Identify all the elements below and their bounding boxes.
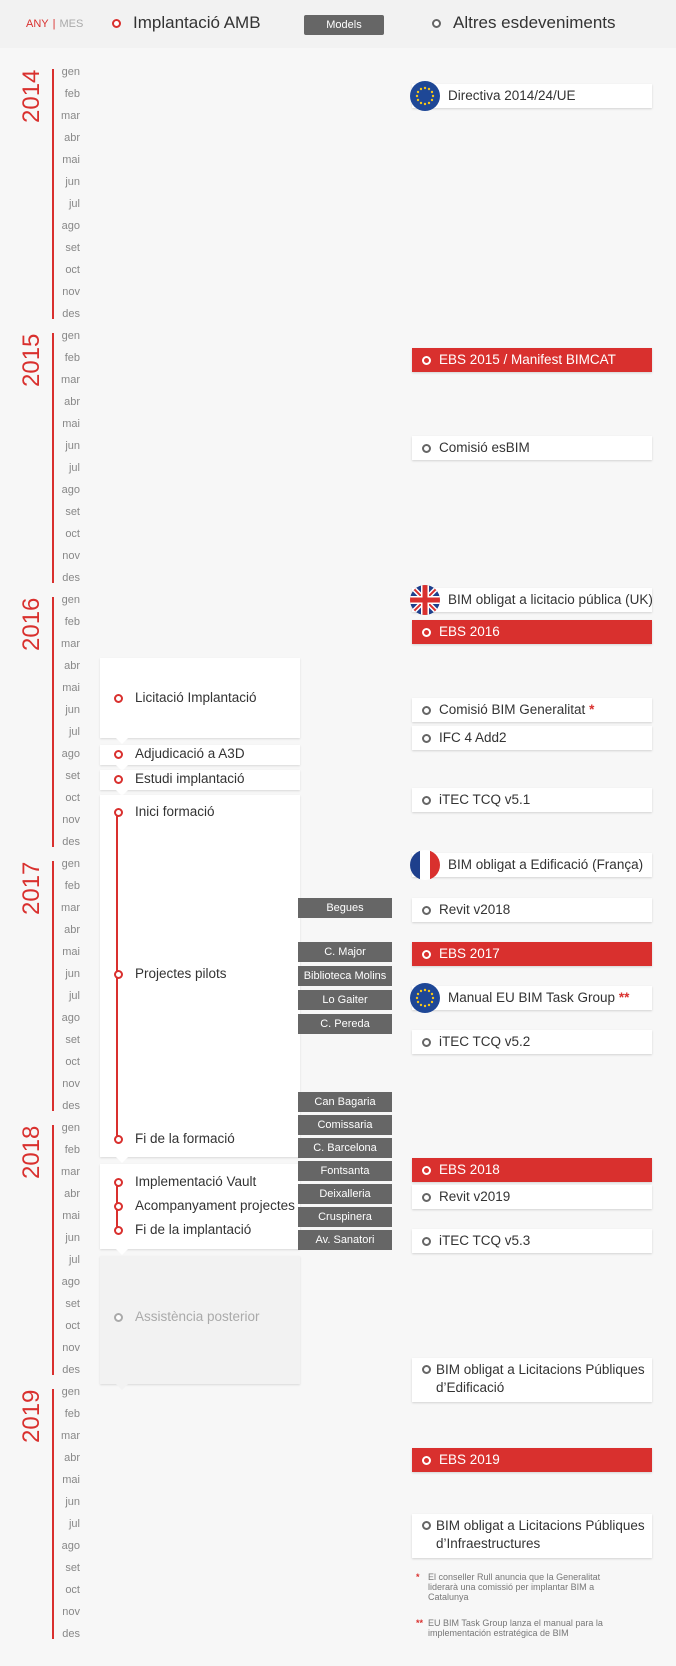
amb-column-title: [112, 13, 261, 33]
ring-icon: [114, 1178, 123, 1187]
uk-flag-icon: [410, 585, 440, 615]
amb-item-projectes-pilots[interactable]: [114, 966, 227, 981]
ring-icon: [422, 1365, 431, 1374]
month-label: nov: [62, 550, 80, 562]
month-label: des: [62, 1364, 80, 1376]
amb-item-label: Fi de la formació: [135, 1131, 235, 1146]
event-label: IFC 4 Add2: [439, 730, 507, 745]
footnote-2: [416, 1618, 628, 1638]
eu-flag-icon: [410, 983, 440, 1013]
event-directiva[interactable]: [412, 84, 652, 108]
month-label: jul: [68, 726, 80, 738]
month-label: ago: [61, 484, 80, 496]
ring-icon: [422, 1456, 431, 1465]
amb-item-label: Adjudicació a A3D: [135, 746, 245, 761]
month-label: mar: [61, 374, 80, 386]
model-tag[interactable]: Fontsanta: [298, 1161, 392, 1181]
year-label: 2019: [18, 1389, 45, 1443]
year-label: 2016: [18, 597, 45, 651]
event-label: BIM obligat a licitacio pública (UK): [448, 592, 653, 607]
month-label: abr: [64, 660, 80, 672]
footnote-marker: **: [416, 1618, 424, 1628]
amb-item-label: Fi de la implantació: [135, 1222, 252, 1237]
event-esbim[interactable]: [412, 436, 652, 460]
month-label: oct: [65, 1056, 80, 1068]
month-label: jun: [65, 1232, 80, 1244]
ring-icon: [112, 19, 121, 28]
event-label: iTEC TCQ v5.3: [439, 1233, 531, 1248]
event-label: Comisió esBIM: [439, 440, 530, 455]
month-label: abr: [64, 396, 80, 408]
month-label: mar: [61, 110, 80, 122]
eu-flag-icon: [410, 81, 440, 111]
footnote-marker: *: [589, 702, 595, 717]
month-label: mar: [61, 638, 80, 650]
month-label: jun: [65, 968, 80, 980]
month-label: jun: [65, 440, 80, 452]
month-label: feb: [64, 1144, 80, 1156]
month-label: oct: [65, 264, 80, 276]
models-column-title: Models: [304, 15, 384, 35]
event-label: EBS 2017: [439, 946, 500, 961]
ring-icon: [422, 1193, 431, 1202]
month-label: jul: [68, 1518, 80, 1530]
ring-icon: [422, 356, 431, 365]
event-itec51[interactable]: [412, 788, 652, 812]
event-label: Comisió BIM Generalitat: [439, 702, 586, 717]
model-tag[interactable]: Can Bagaria: [298, 1092, 392, 1112]
ring-icon: [114, 1135, 123, 1144]
event-label: Manual EU BIM Task Group: [448, 990, 616, 1005]
event-revit2019[interactable]: [412, 1185, 652, 1209]
month-label: mar: [61, 1166, 80, 1178]
month-label: des: [62, 572, 80, 584]
model-tag[interactable]: C. Barcelona: [298, 1138, 392, 1158]
amb-item-licitacio[interactable]: [114, 690, 257, 705]
footnote-1: [416, 1572, 628, 1602]
month-label: mai: [62, 1210, 80, 1222]
month-label: jul: [68, 198, 80, 210]
month-label: abr: [64, 1452, 80, 1464]
month-label: nov: [62, 286, 80, 298]
ring-icon: [114, 694, 123, 703]
ring-icon: [422, 1521, 431, 1530]
month-label: ago: [61, 1276, 80, 1288]
event-label: Revit v2018: [439, 902, 511, 917]
amb-item-fi-implantacio[interactable]: [114, 1222, 251, 1237]
event-ifc[interactable]: [412, 726, 652, 750]
month-label: set: [65, 770, 80, 782]
model-tag[interactable]: Deixalleria: [298, 1184, 392, 1204]
ring-icon: [114, 1202, 123, 1211]
ring-icon: [432, 19, 441, 28]
footnote-marker: *: [416, 1572, 420, 1582]
month-label: jun: [65, 1496, 80, 1508]
year-label: 2014: [18, 69, 45, 123]
month-label: gen: [61, 330, 80, 342]
year-label: 2015: [18, 333, 45, 387]
month-label: abr: [64, 924, 80, 936]
ring-icon: [114, 750, 123, 759]
month-label: jun: [65, 176, 80, 188]
event-itec52[interactable]: [412, 1030, 652, 1054]
event-label: EBS 2015 / Manifest BIMCAT: [439, 352, 616, 367]
event-label: BIM obligat a Licitacions Públiques d’Infraestructures: [436, 1518, 645, 1551]
altres-column-title: [432, 13, 616, 33]
amb-item-inici-formacio[interactable]: [114, 804, 215, 819]
model-tag[interactable]: Comissaria: [298, 1115, 392, 1135]
event-ebs2019[interactable]: [412, 1448, 652, 1472]
amb-item-label: Inici formació: [135, 804, 215, 819]
ring-icon: [422, 796, 431, 805]
year-line: [52, 597, 54, 847]
month-label: gen: [61, 1386, 80, 1398]
month-label: ago: [61, 220, 80, 232]
model-tag[interactable]: C. Pereda: [298, 1014, 392, 1034]
year-line: [52, 861, 54, 1111]
month-label: gen: [61, 858, 80, 870]
toggle-separator: |: [52, 18, 56, 30]
month-label: nov: [62, 1078, 80, 1090]
event-label: EBS 2019: [439, 1452, 500, 1467]
month-label: feb: [64, 1408, 80, 1420]
ring-icon: [422, 444, 431, 453]
month-label: feb: [64, 616, 80, 628]
month-label: jun: [65, 704, 80, 716]
month-label: mai: [62, 946, 80, 958]
month-label: nov: [62, 1342, 80, 1354]
year-line: [52, 333, 54, 583]
month-label: set: [65, 242, 80, 254]
month-label: set: [65, 506, 80, 518]
amb-item-acompanyament[interactable]: [114, 1198, 295, 1213]
month-label: mar: [61, 1430, 80, 1442]
month-label: ago: [61, 1012, 80, 1024]
month-label: des: [62, 308, 80, 320]
month-label: feb: [64, 88, 80, 100]
month-label: mai: [62, 1474, 80, 1486]
model-tag[interactable]: Cruspinera: [298, 1207, 392, 1227]
year-label: 2017: [18, 861, 45, 915]
month-label: oct: [65, 528, 80, 540]
month-label: oct: [65, 792, 80, 804]
event-ebs2015[interactable]: [412, 348, 652, 372]
month-label: des: [62, 1628, 80, 1640]
event-ebs2016[interactable]: [412, 620, 652, 644]
event-manual-eu[interactable]: [412, 986, 652, 1010]
month-label: mai: [62, 154, 80, 166]
footnote-text: EU BIM Task Group lanza el manual para la implementación estratégica de BIM: [428, 1618, 603, 1638]
model-tag[interactable]: Lo Gaiter: [298, 990, 392, 1010]
month-label: gen: [61, 1122, 80, 1134]
month-label: gen: [61, 594, 80, 606]
event-label: Revit v2019: [439, 1189, 511, 1204]
month-label: nov: [62, 814, 80, 826]
year-line: [52, 1389, 54, 1639]
month-label: jul: [68, 462, 80, 474]
amb-item-vault[interactable]: [114, 1174, 256, 1189]
ring-icon: [114, 775, 123, 784]
event-label: BIM obligat a Edificació (França): [448, 857, 644, 872]
ring-icon: [422, 906, 431, 915]
year-label: 2018: [18, 1125, 45, 1179]
event-revit2018[interactable]: [412, 898, 652, 922]
month-label: feb: [64, 880, 80, 892]
month-label: feb: [64, 352, 80, 364]
footnote-text: El conseller Rull anuncia que la Generalitat liderarà una comissió per implantar BIM a Catalunya: [428, 1572, 601, 1602]
event-label: EBS 2018: [439, 1162, 500, 1177]
toggle-any[interactable]: ANY: [26, 18, 49, 30]
year-line: [52, 69, 54, 319]
footnote-marker: **: [618, 990, 630, 1005]
event-infraestructures[interactable]: [412, 1514, 652, 1558]
model-tag[interactable]: C. Major: [298, 942, 392, 962]
amb-item-estudi[interactable]: [114, 771, 245, 786]
amb-title-text: Implantació AMB: [133, 13, 261, 32]
event-franca[interactable]: [412, 853, 652, 877]
event-itec53[interactable]: [412, 1229, 652, 1253]
month-label: ago: [61, 1540, 80, 1552]
month-label: mar: [61, 902, 80, 914]
event-label: iTEC TCQ v5.1: [439, 792, 531, 807]
ring-icon: [422, 628, 431, 637]
month-label: des: [62, 1100, 80, 1112]
ring-icon: [422, 706, 431, 715]
model-tag[interactable]: Av. Sanatori: [298, 1230, 392, 1250]
ring-icon: [422, 1166, 431, 1175]
ring-icon: [422, 950, 431, 959]
ring-icon: [422, 1038, 431, 1047]
france-flag-icon: [410, 850, 440, 880]
ring-icon: [114, 808, 123, 817]
event-uk[interactable]: [412, 588, 652, 612]
month-label: gen: [61, 66, 80, 78]
month-label: abr: [64, 132, 80, 144]
event-ebs2018[interactable]: [412, 1158, 652, 1182]
month-label: ago: [61, 748, 80, 760]
altres-title-text: Altres esdeveniments: [453, 13, 616, 32]
amb-item-label: Acompanyament projectes: [135, 1198, 295, 1213]
ring-icon: [114, 970, 123, 979]
amb-item-label: Licitació Implantació: [135, 690, 257, 705]
event-label: EBS 2016: [439, 624, 500, 639]
month-label: jul: [68, 990, 80, 1002]
amb-item-assistencia[interactable]: [114, 1309, 260, 1324]
amb-item-label: Estudi implantació: [135, 771, 245, 786]
model-tag[interactable]: Begues: [298, 898, 392, 918]
ring-icon: [114, 1226, 123, 1235]
amb-item-label: Assistència posterior: [135, 1309, 260, 1324]
ring-icon: [114, 1313, 123, 1322]
year-line: [52, 1125, 54, 1375]
event-ebs2017[interactable]: [412, 942, 652, 966]
month-label: nov: [62, 1606, 80, 1618]
month-label: oct: [65, 1320, 80, 1332]
amb-item-fi-formacio[interactable]: [114, 1131, 235, 1146]
month-label: oct: [65, 1584, 80, 1596]
view-toggle: [26, 18, 83, 30]
month-label: jul: [68, 1254, 80, 1266]
month-label: set: [65, 1034, 80, 1046]
event-edificacio[interactable]: [412, 1358, 652, 1402]
ring-icon: [422, 734, 431, 743]
model-tag[interactable]: Biblioteca Molins: [298, 966, 392, 986]
ring-icon: [422, 1237, 431, 1246]
month-label: des: [62, 836, 80, 848]
amb-item-label: Projectes pilots: [135, 966, 227, 981]
month-label: set: [65, 1298, 80, 1310]
event-label: iTEC TCQ v5.2: [439, 1034, 531, 1049]
amb-item-adjudicacio[interactable]: [114, 746, 245, 761]
toggle-mes[interactable]: MES: [59, 18, 84, 30]
month-label: abr: [64, 1188, 80, 1200]
event-label: BIM obligat a Licitacions Públiques d’Edificació: [436, 1362, 645, 1395]
timeline-header: [0, 0, 676, 48]
amb-item-label: Implementació Vault: [135, 1174, 257, 1189]
month-label: set: [65, 1562, 80, 1574]
month-label: mai: [62, 418, 80, 430]
event-generalitat[interactable]: [412, 698, 652, 722]
event-label: Directiva 2014/24/UE: [448, 88, 576, 103]
month-label: mai: [62, 682, 80, 694]
